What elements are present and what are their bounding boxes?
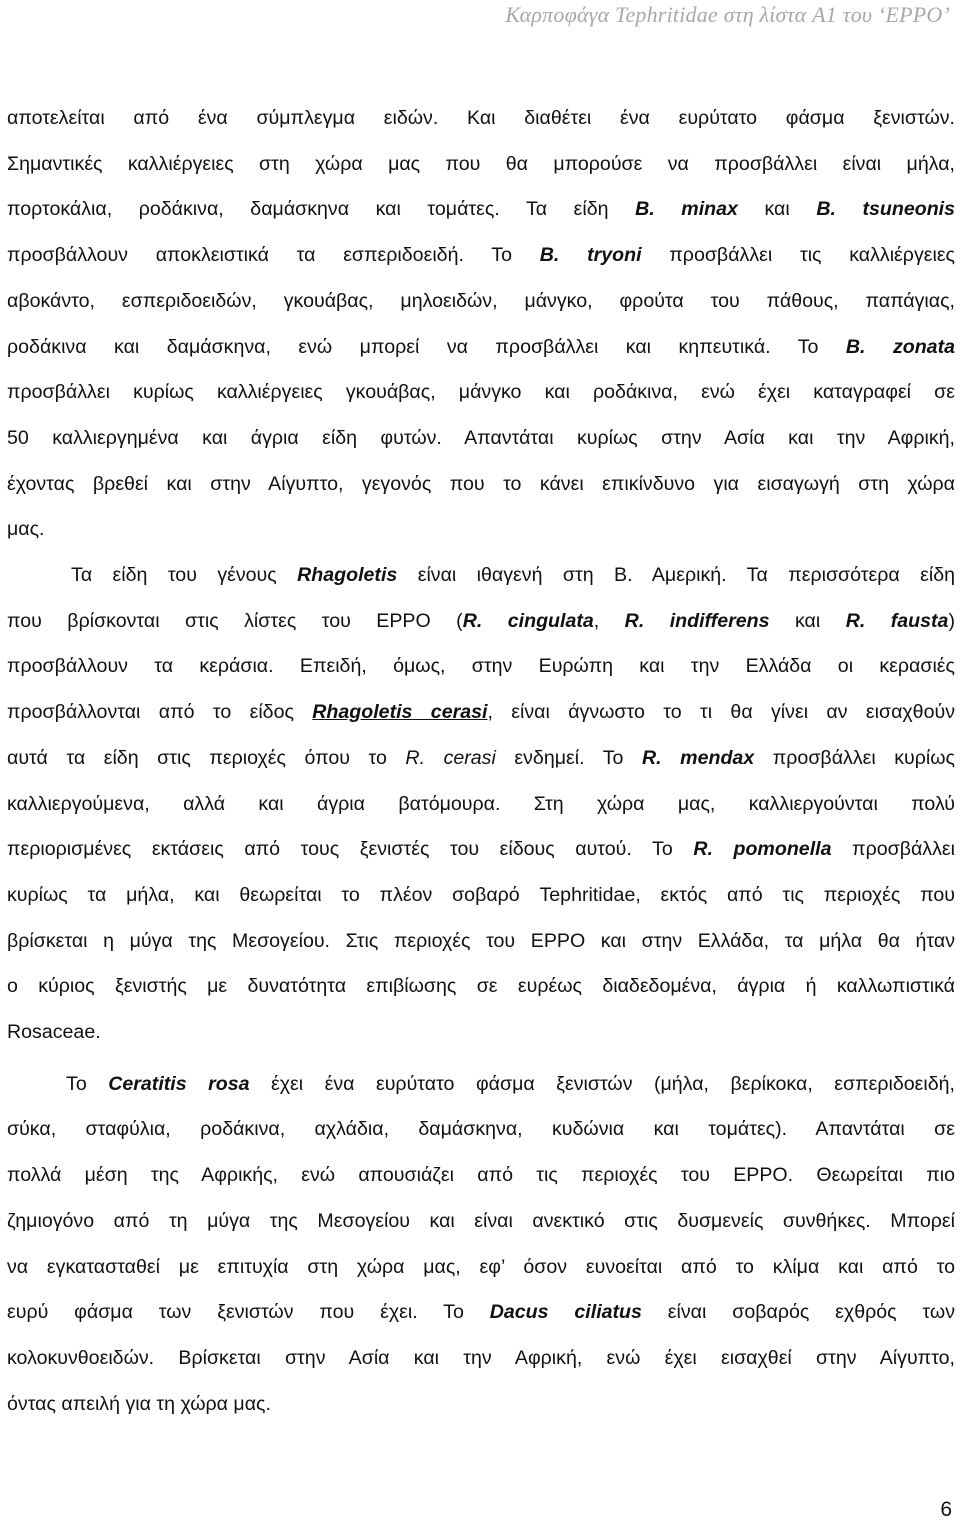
species-name: B. minax [635, 198, 738, 221]
species-name: R. cingulata [462, 609, 594, 632]
species-name: R. mendax [642, 746, 755, 769]
text-line: Τα είδη του γένους Rhagoletis είναι ιθαγενή στη Β. Αμερική. Τα περισσότερα είδη [71, 564, 955, 587]
text-line: αβοκάντο, εσπεριδοειδών, γκουάβας, μηλοειδών, μάνγκο, φρούτα του πάθους, παπάγιας, [7, 289, 955, 312]
text-line: κυρίως τα μήλα, και θεωρείται το πλέον σοβαρό Tephritidae, εκτός από τις περιοχές που [7, 883, 955, 906]
text-line: να εγκατασταθεί με επιτυχία στη χώρα μας, εφ’ όσον ευνοείται από το κλίμα και από το [7, 1255, 955, 1278]
text-line: προσβάλλουν τα κεράσια. Επειδή, όμως, στην Ευρώπη και την Ελλάδα οι κερασιές [7, 655, 955, 678]
text-line: πολλά μέση της Αφρικής, ενώ απουσιάζει από τις περιοχές του EPPO. Θεωρείται πιο [7, 1164, 955, 1187]
text-line: Rosaceae. [7, 1021, 101, 1044]
text-line: προσβάλλει κυρίως καλλιέργειες γκουάβας, μάνγκο και ροδάκινα, ενώ έχει καταγραφεί σε [7, 381, 955, 404]
text-line: περιορισμένες εκτάσεις από τους ξενιστές του είδους αυτού. Το R. pomonella προσβάλλει [7, 838, 955, 861]
species-name: R. fausta [845, 609, 949, 632]
text-line: ροδάκινα και δαμάσκηνα, ενώ μπορεί να προσβάλλει και κηπευτικά. Το B. zonata [7, 335, 956, 358]
text-line: βρίσκεται η μύγα της Μεσογείου. Στις περιοχές του EPPO και στην Ελλάδα, τα μήλα θα ήταν [7, 929, 955, 952]
text-line: προσβάλλουν αποκλειστικά τα εσπεριδοειδή. Το B. tryoni προσβάλλει τις καλλιέργειες [7, 244, 956, 267]
text-line: καλλιεργούμενα, αλλά και άγρια βατόμουρα. Στη χώρα μας, καλλιεργούνται πολύ [7, 792, 955, 815]
text-line: σύκα, σταφύλια, ροδάκινα, αχλάδια, δαμάσκηνα, κυδώνια και τομάτες). Απαντάται σε [7, 1118, 955, 1141]
body-text [7, 96, 955, 1427]
text-line: ζημιογόνο από τη μύγα της Μεσογείου και είναι ανεκτικό στις δυσμενείς συνθήκες. Μπορεί [7, 1209, 955, 1232]
species-name: Rhagoletis [297, 564, 398, 587]
species-name: R. pomonella [693, 838, 832, 861]
text-line: έχοντας βρεθεί και στην Αίγυπτο, γεγονός που το κάνει επικίνδυνο για εισαγωγή στη χώρα [7, 472, 955, 495]
text-line: μας. [7, 518, 45, 541]
text-line: προσβάλλονται από το είδος Rhagoletis cerasi, είναι άγνωστο το τι θα γίνει αν εισαχθούν [7, 701, 955, 724]
page-number: 6 [940, 1498, 952, 1521]
text-line: πορτοκάλια, ροδάκινα, δαμάσκηνα και τομάτες. Τα είδη B. minax και B. tsuneonis [7, 198, 956, 221]
text-line: που βρίσκονται στις λίστες του EPPO (R. cingulata, R. indifferens και R. fausta) [7, 609, 955, 632]
species-name: Ceratitis rosa [108, 1072, 250, 1095]
text-line: 50 καλλιεργημένα και άγρια είδη φυτών. Απαντάται κυρίως στην Ασία και την Αφρική, [7, 426, 955, 449]
text-line: Σημαντικές καλλιέργειες στη χώρα μας που θα μπορούσε να προσβάλλει είναι μήλα, [7, 152, 955, 175]
species-name: R. cerasi [405, 746, 496, 769]
text-line: αποτελείται από ένα σύμπλεγμα ειδών. Και διαθέτει ένα ευρύτατο φάσμα ξενιστών. [7, 107, 955, 129]
species-name: Dacus ciliatus [489, 1301, 642, 1324]
species-name: B. tsuneonis [816, 198, 956, 221]
species-name: Rhagoletis cerasi [312, 701, 488, 724]
text-line: ευρύ φάσμα των ξενιστών που έχει. Το Dacus ciliatus είναι σοβαρός εχθρός των [7, 1301, 955, 1324]
running-header: Καρποφάγα Tephritidae στη λίστα A1 του ‘EPPO’ [505, 2, 950, 27]
text-line: όντας απειλή για τη χώρα μας. [7, 1392, 271, 1415]
text-line: Το Ceratitis rosa έχει ένα ευρύτατο φάσμα ξενιστών (μήλα, βερίκοκα, εσπεριδοειδή, [66, 1072, 955, 1095]
species-name: R. indifferens [624, 609, 770, 632]
text-line: αυτά τα είδη στις περιοχές όπου το R. cerasi ενδημεί. Το R. mendax προσβάλλει κυρίως [7, 746, 956, 769]
text-line: κολοκυνθοειδών. Βρίσκεται στην Ασία και την Αφρική, ενώ έχει εισαχθεί στην Αίγυπτο, [7, 1346, 955, 1369]
species-name: B. tryoni [539, 244, 642, 267]
species-name: B. zonata [845, 335, 956, 358]
text-line: ο κύριος ξενιστής με δυνατότητα επιβίωσης σε ευρέως διαδεδομένα, άγρια ή καλλωπιστικά [7, 975, 955, 998]
